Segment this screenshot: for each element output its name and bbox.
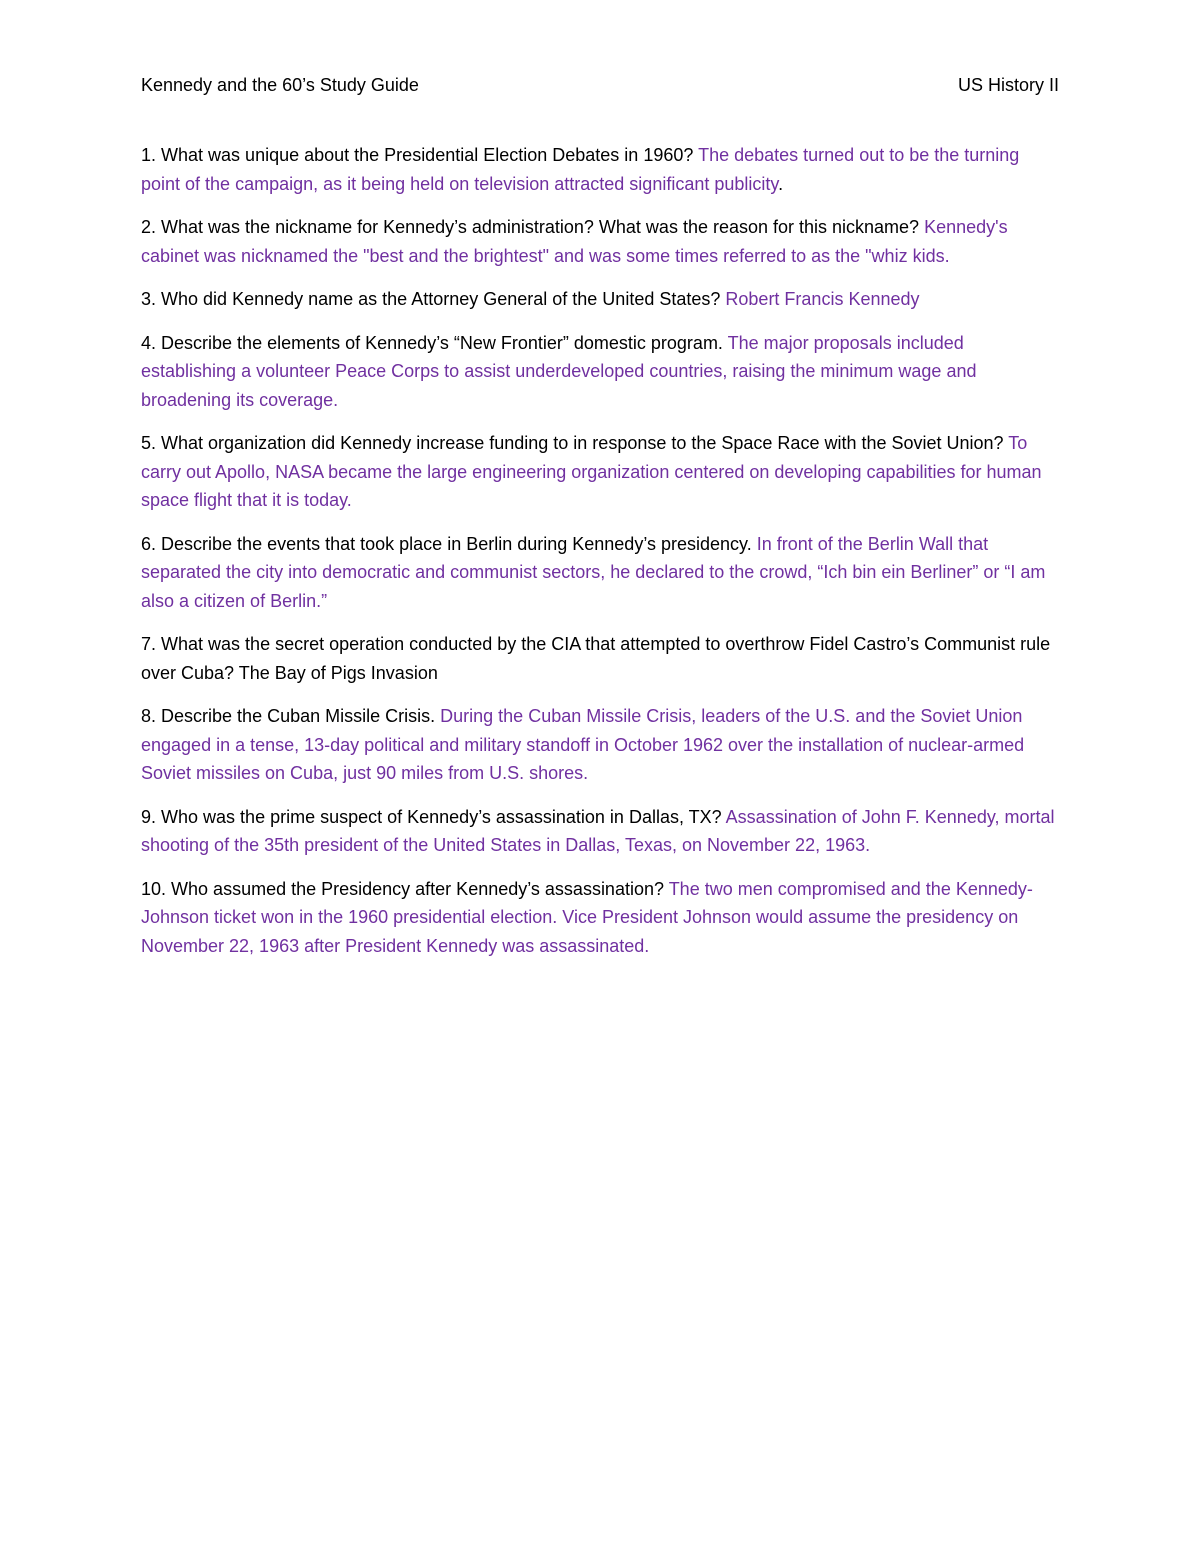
answer-text: Robert Francis Kennedy bbox=[725, 289, 920, 309]
question-number: 10. bbox=[141, 878, 167, 899]
question-item bbox=[141, 429, 1059, 515]
question-item bbox=[141, 285, 1059, 314]
question-list bbox=[141, 141, 1059, 975]
question-text: What was unique about the Presidential Election Debates in 1960? bbox=[161, 145, 694, 165]
question-number: 7. bbox=[141, 634, 157, 654]
question-text: Describe the elements of Kennedy’s “New Frontier” domestic program. bbox=[161, 332, 723, 353]
question-item bbox=[141, 213, 1059, 270]
question-text: What organization did Kennedy increase funding to in response to the Space Race with the Soviet Union? bbox=[161, 433, 1004, 453]
question-number: 9. bbox=[141, 806, 157, 827]
question-item bbox=[141, 803, 1059, 860]
question-text: What was the nickname for Kennedy’s administration? What was the reason for this nickname? bbox=[161, 217, 920, 237]
question-text: Who assumed the Presidency after Kennedy’s assassination? bbox=[171, 878, 664, 899]
answer-text: Kennedy's cabinet was nicknamed the "best and the brightest" and was some times referred to as the "whiz kids. bbox=[141, 217, 1008, 266]
question-number: 5. bbox=[141, 433, 157, 453]
question-number: 1. bbox=[141, 145, 157, 165]
question-item bbox=[141, 702, 1059, 788]
question-item bbox=[141, 530, 1059, 616]
question-number: 6. bbox=[141, 533, 157, 554]
question-text: Who was the prime suspect of Kennedy’s assassination in Dallas, TX? bbox=[161, 806, 722, 827]
answer-text: The debates turned out to be the turning point of the campaign, as it being held on television attracted significant publicity bbox=[141, 145, 1020, 194]
page-header bbox=[141, 72, 1059, 98]
answer-text: During the Cuban Missile Crisis, leaders of the U.S. and the Soviet Union engaged in a tense, 13-day political and military standoff in October 1962 over the installation of nuclear-armed Soviet missiles on Cuba, just 90 miles from U.S. shores. bbox=[141, 706, 1025, 783]
answer-text: Assassination of John F. Kennedy, mortal shooting of the 35th president of the United States in Dallas, Texas, on November 22, 1963. bbox=[141, 806, 1055, 855]
answer-trailing: . bbox=[778, 173, 784, 194]
answer-text: In front of the Berlin Wall that separated the city into democratic and communist sectors, he declared to the crowd, “Ich bin ein Berliner” or “I am also a citizen of Berlin.” bbox=[141, 533, 1046, 611]
question-text: Describe the events that took place in Berlin during Kennedy’s presidency. bbox=[161, 533, 752, 554]
question-item bbox=[141, 141, 1059, 198]
question-text: Who did Kennedy name as the Attorney General of the United States? bbox=[161, 289, 721, 309]
course-name: US History II bbox=[957, 75, 1059, 95]
question-number: 8. bbox=[141, 706, 157, 726]
question-text: What was the secret operation conducted by the CIA that attempted to overthrow Fidel Castro’s Communist rule over Cuba? The Bay of Pigs Invasion bbox=[141, 634, 1051, 683]
answer-text: The two men compromised and the Kennedy-Johnson ticket won in the 1960 presidential election. Vice President Johnson would assume the presidency on November 22, 1963 after President Kennedy was assassinated. bbox=[141, 878, 1033, 956]
answer-text: To carry out Apollo, NASA became the large engineering organization centered on developing capabilities for human space flight that it is today. bbox=[141, 433, 1042, 510]
question-item bbox=[141, 875, 1059, 961]
document-title: Kennedy and the 60’s Study Guide bbox=[141, 75, 419, 95]
question-text: Describe the Cuban Missile Crisis. bbox=[161, 706, 436, 726]
question-number: 4. bbox=[141, 332, 157, 353]
answer-text: The major proposals included establishing a volunteer Peace Corps to assist underdeveloped countries, raising the minimum wage and broadening its coverage. bbox=[141, 332, 977, 410]
question-number: 2. bbox=[141, 217, 157, 237]
question-number: 3. bbox=[141, 289, 157, 309]
question-item bbox=[141, 630, 1059, 687]
question-item bbox=[141, 329, 1059, 415]
